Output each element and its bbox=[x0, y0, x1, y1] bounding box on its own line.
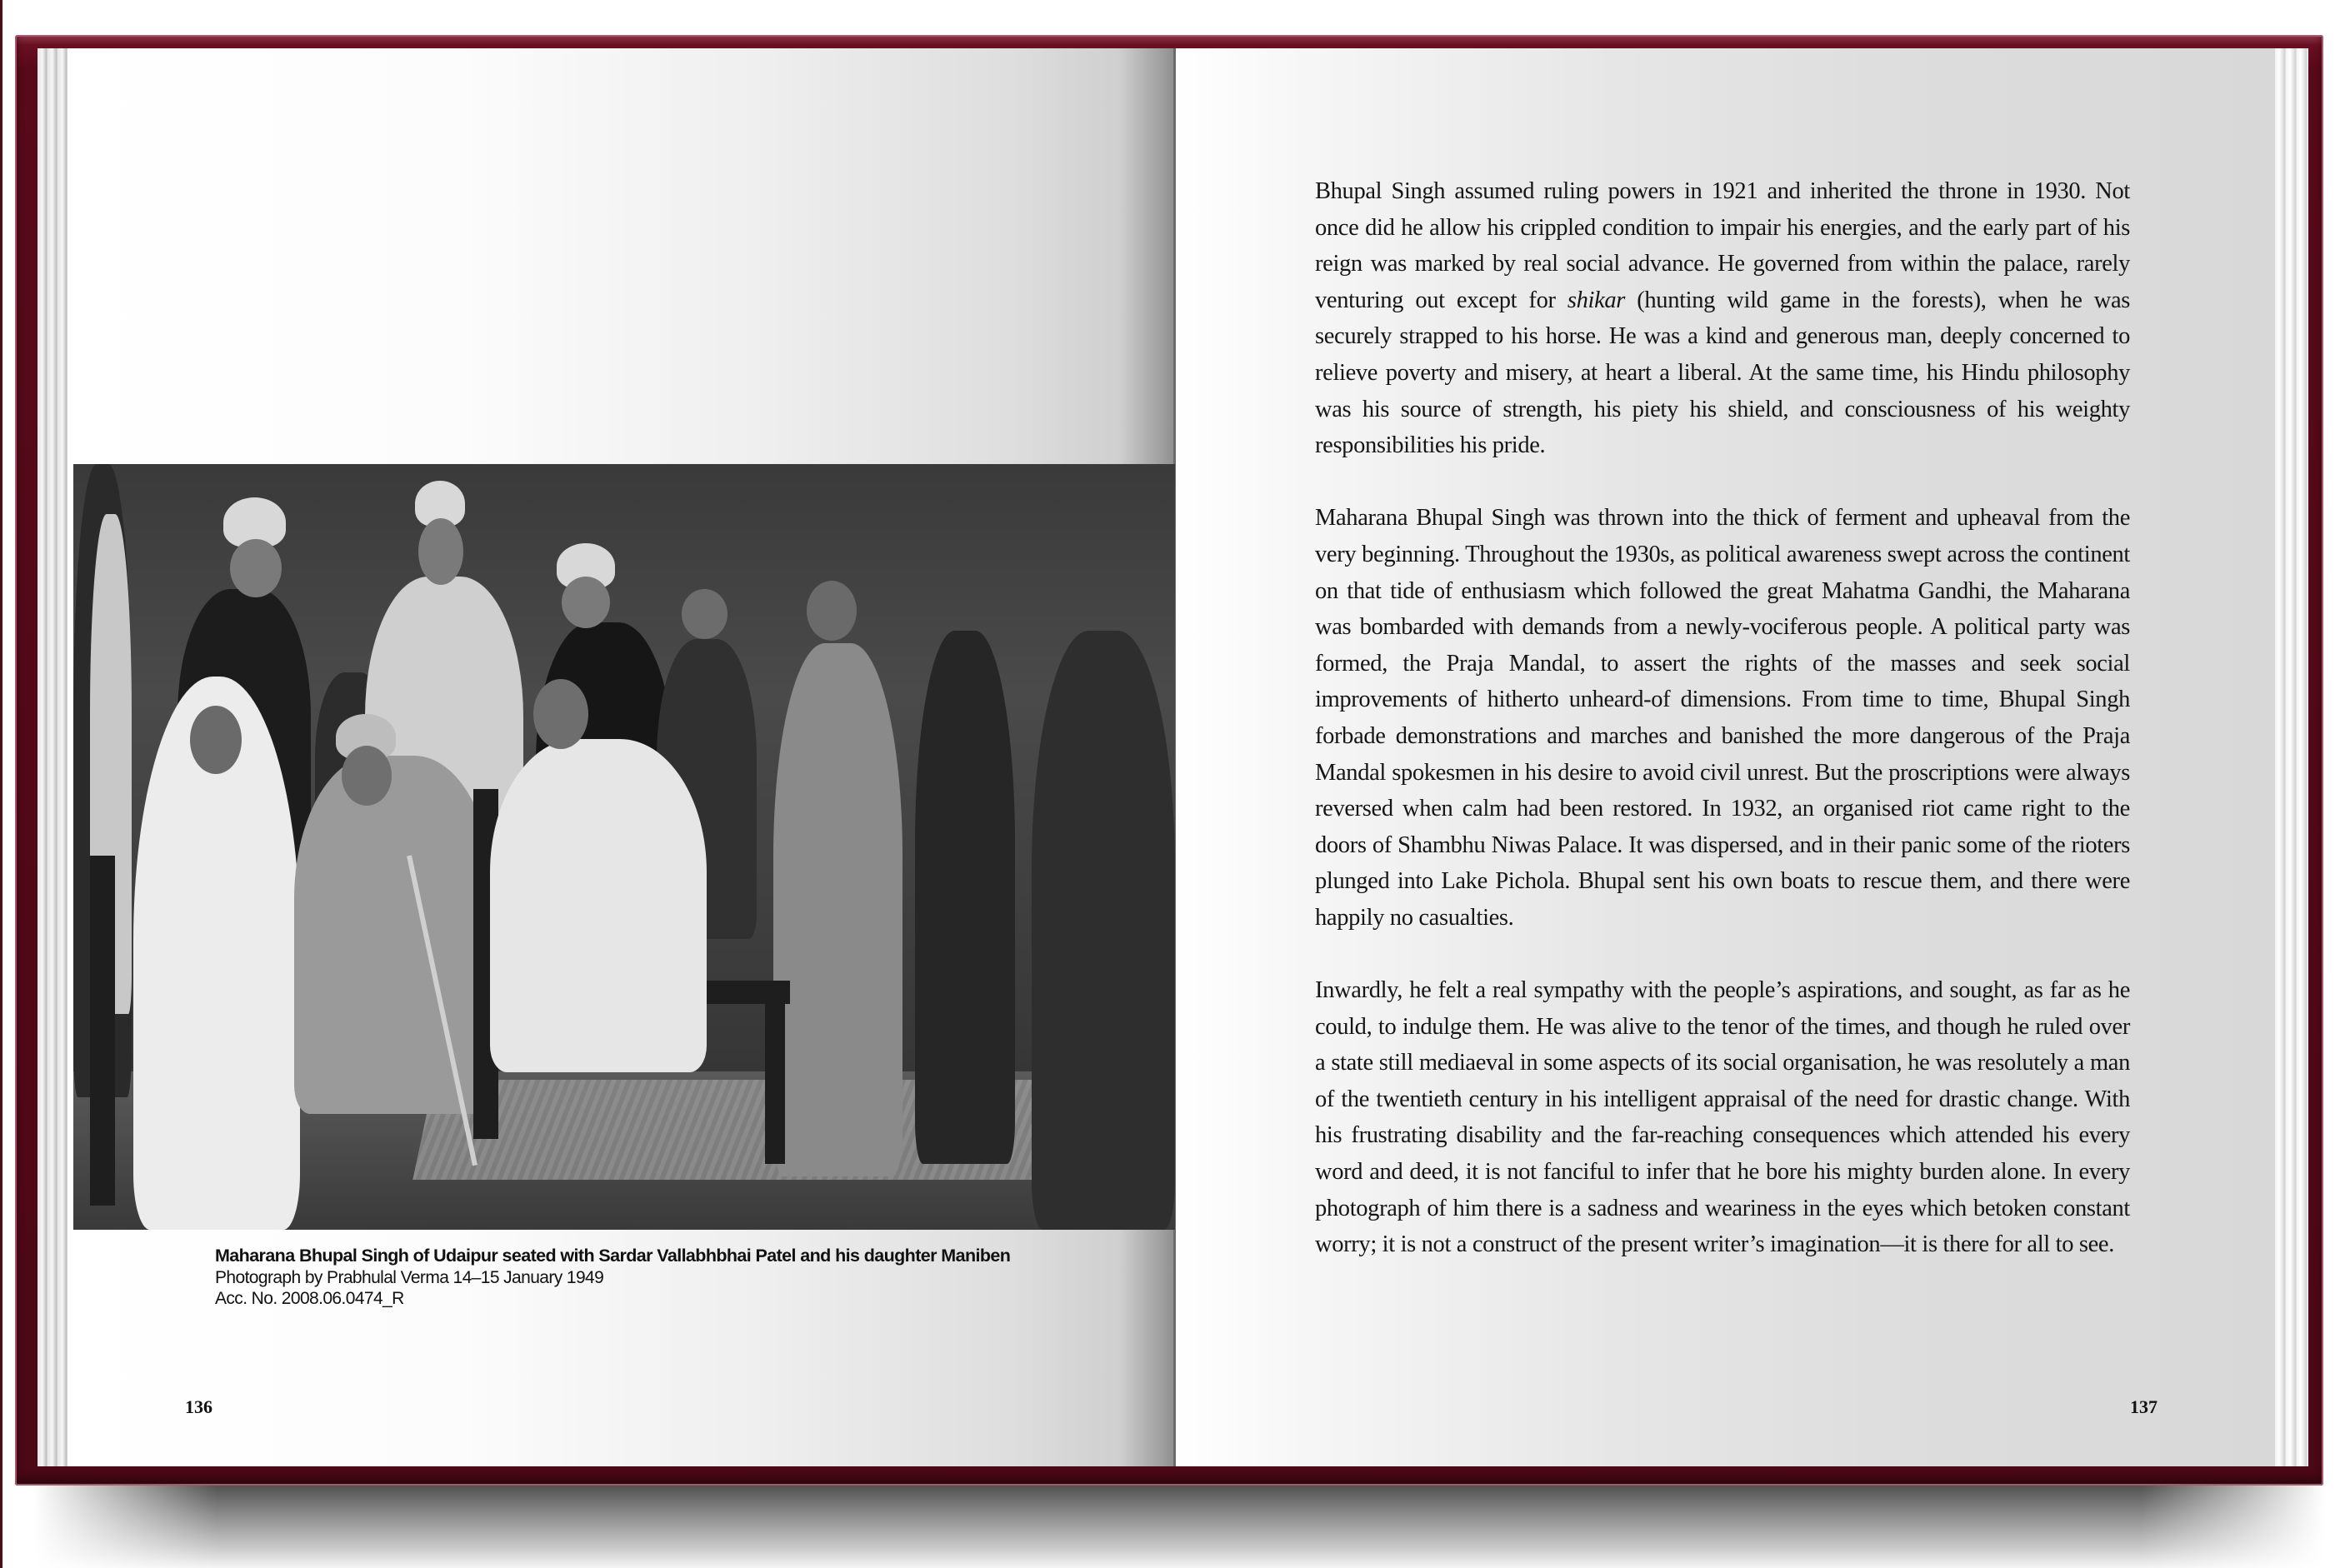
photo-caption bbox=[215, 1245, 1010, 1309]
caption-credit: Photograph by Prabhulal Verma 14–15 January 1949 bbox=[215, 1268, 604, 1287]
page-edges-left bbox=[38, 48, 68, 1466]
body-text bbox=[1315, 173, 2130, 1299]
frame-border bbox=[0, 0, 2, 1568]
book-shadow bbox=[33, 1485, 2325, 1568]
page-number-left: 136 bbox=[185, 1396, 212, 1417]
page-edges-right bbox=[2275, 48, 2308, 1466]
photo-face bbox=[190, 706, 242, 774]
historical-photograph bbox=[73, 464, 1175, 1230]
photo-chair bbox=[90, 856, 115, 1206]
page-number-right: 137 bbox=[2130, 1396, 2158, 1417]
photo-chair bbox=[765, 981, 785, 1164]
photo-face bbox=[682, 589, 728, 639]
photo-figure bbox=[915, 631, 1015, 1164]
paragraph: Maharana Bhupal Singh was thrown into the thick of ferment and upheaval from the very beginning. Throughout the 1930s, as political awareness swept across the continent on that tide of enthusiasm which followed the great Mahatma Gandhi, the Maharana was bombarded with demands from a newly-vociferous people. A political party was formed, the Praja Mandal, to assert the rights of the masses and seek social improvements of hitherto unheard-of dimensions. From time to time, Bhupal Singh forbade demonstrations and marches and banished the more dangerous of the Praja Mandal spokesmen in his desire to avoid civil unrest. But the proscriptions were always reversed when calm had been restored. In 1932, an organised riot came right to the doors of Shambhu Niwas Palace. It was dispersed, and in their panic some of the rioters plunged into Lake Pichola. Bhupal sent his own boats to rescue them, and there were happily no casualties. bbox=[1315, 505, 2130, 931]
photo-face bbox=[418, 518, 463, 585]
photo-figure bbox=[1032, 631, 1175, 1230]
photo-figure bbox=[773, 643, 902, 1176]
photo-patel-seated bbox=[490, 739, 707, 1072]
photo-face bbox=[230, 539, 282, 597]
caption-title: Maharana Bhupal Singh of Udaipur seated with Sardar Vallabhbhai Patel and his daughter Maniben bbox=[215, 1246, 1011, 1266]
photo-maharana-seated bbox=[294, 756, 494, 1114]
caption-accession: Acc. No. 2008.06.0474_R bbox=[215, 1289, 404, 1308]
photo-face bbox=[533, 679, 588, 749]
paragraph: Bhupal Singh assumed ruling powers in 1921 and inherited the throne in 1930. Not once did he allow his crippled condition to impair his energies, and the early part of his reign was marked by real social advance. He governed from within the palace, rarely venturing out except for shikar (hunting wild game in the forests), when he was securely strapped to his horse. He was a kind and generous man, deeply concerned to relieve poverty and misery, at heart a liberal. At the same time, his Hindu philosophy was his source of strength, his piety his shield, and consciousness of his weighty responsibilities his pride. bbox=[1315, 178, 2131, 459]
photo-face bbox=[342, 746, 392, 806]
photo-face bbox=[562, 577, 610, 628]
italic-term: shikar bbox=[1567, 287, 1626, 313]
paragraph: Inwardly, he felt a real sympathy with the people’s aspirations, and sought, as far as he could, to indulge them. He was alive to the tenor of the times, and though he ruled over a state still mediaeval in some aspects of its social organisation, he was resolutely a man of the twentieth century in his intelligent appraisal of the need for drastic change. With his frustrating disability and the far-reaching consequences which attended his every word and deed, it is not fanciful to infer that he bore his mighty burden alone. In every photograph of him there is a sadness and weariness in the eyes which betoken constant worry; it is not a construct of the present writer’s imagination—it is there for all to see. bbox=[1315, 977, 2130, 1258]
photo-face bbox=[807, 581, 857, 641]
